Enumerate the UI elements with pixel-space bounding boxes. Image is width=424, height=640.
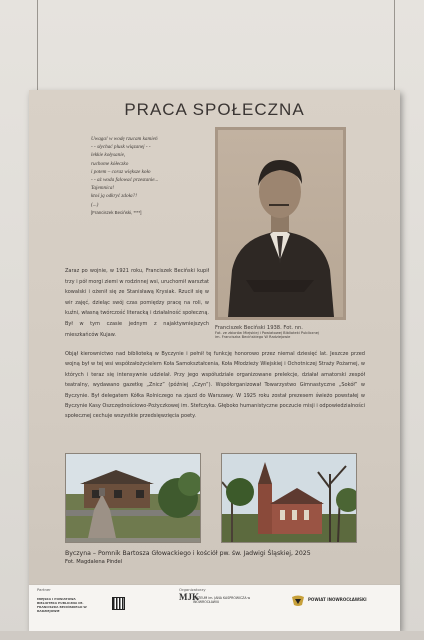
museum-logo-mark: MJK <box>179 592 199 602</box>
exhibition-board <box>29 90 400 631</box>
qr-code-icon <box>113 598 124 609</box>
poem-line: lekkie kołysanie, <box>91 152 126 159</box>
poem-line: ruchome kółeczko <box>91 160 129 167</box>
library-logo-text: MIEJSKA I POWIATOWA BIBLIOTEKA PUBLICZNA IM. FRANCISZKA BECIŃSKIEGO W RADZIEJOWIE <box>37 597 87 613</box>
county-name: POWIAT INOWROCŁAWSKI <box>308 597 367 602</box>
poem-line: (...) <box>91 201 99 208</box>
poem-line: - - aż woda falować przestanie... <box>91 177 159 184</box>
county-crest-icon <box>291 595 305 607</box>
portrait-source: im. Franciszka Becińskiego W Radziejowie <box>215 335 291 340</box>
poem-line: Uwaga! w wodę rzucam kamień <box>91 136 158 142</box>
portrait-figure <box>218 130 343 317</box>
board-footer <box>29 584 400 631</box>
portrait-photo <box>215 127 346 320</box>
portrait-caption-title: Franciszek Beciński 1938. Fot. nn. <box>215 325 303 331</box>
hanging-wire-right <box>394 0 395 92</box>
poem-line: i potem – coraz większe koło <box>91 168 151 175</box>
poem-line: ktoś ją odkryć zdoła?! <box>91 193 137 200</box>
partner-label: Partner <box>37 587 51 592</box>
wall-bottom <box>0 631 424 640</box>
hanging-wire-left <box>37 0 38 92</box>
paragraph-main: Objął kierownictwo nad biblioteką w Byczynie i pełnił tę funkcję honorowo przez niemal dziesięć lat. Jeszcze przed wojną był w tej wsi współzałożycielem Koła Samokształcenia, Koła Młodzieży Wiejskiej i Ochotniczej Straży Pożarnej, w których i teraz się intensywnie udzielał. Przy jego współudziale organizowane prelekcje, działał amatorski zespół teatralny, wydawano gazetkę „Znicz” (później „Czyn”). Współorganizował Towarzystwo Gimnastyczne „Sokół” w Byczynie. Był delegatem Kółka Rolniczego na zjazd do Warszawy. W 1925 roku został prezesem świeżo powstałej w Byczynie Kasy Oszczędnościowo-Pożyczkowej im. Stefczyka. Głęboko humanistyczne poczucie misji i odpowiedzialności społecznej cechuje wszystkie przedsięwzięcia poety. <box>65 351 365 420</box>
photos-caption: Byczyna – Pomnik Bartosza Głowackiego i kościół pw. św. Jadwigi Śląskiej, 2025 <box>65 550 311 557</box>
photos-credit: Fot. Magdalena Pindel <box>65 559 123 565</box>
poem-line: - - słychać plusk wiązanej - - <box>91 144 151 151</box>
portrait-source: Fot. ze zbiorów Miejskiej i Powiatowej Biblioteki Publicznej <box>215 331 319 335</box>
poem-line: [Franciszek Beciński, ****] <box>91 209 142 215</box>
portrait-caption <box>215 325 350 340</box>
board-title: PRACA SPOŁECZNA <box>124 100 305 119</box>
poem <box>91 135 231 217</box>
photo-church <box>221 453 357 543</box>
museum-name: MUZEUM im. JANA KASPROWICZA w INOWROCŁAWIU <box>193 596 251 604</box>
paragraph-intro: Zaraz po wojnie, w 1921 roku, Franciszek Beciński kupił trzy i pół morgi ziemi w rodzinnej wsi, uruchomił warsztat kowalski i ożenił się ze Stanisławą Krysiak. Rzucił się w wir zajęć, dzieląc swój czas pomiędzy pracę na roli, w kuźni, własną twórczość literacką i działalność społeczną. Był w tym czasie jednym z najaktywniejszych mieszkańców Kujaw. <box>65 268 209 338</box>
photo-monument <box>65 453 201 543</box>
organizers-label: Organizatorzy <box>179 587 206 592</box>
photos-caption-block <box>65 550 365 566</box>
poem-line: Tajemnica! <box>91 185 115 192</box>
